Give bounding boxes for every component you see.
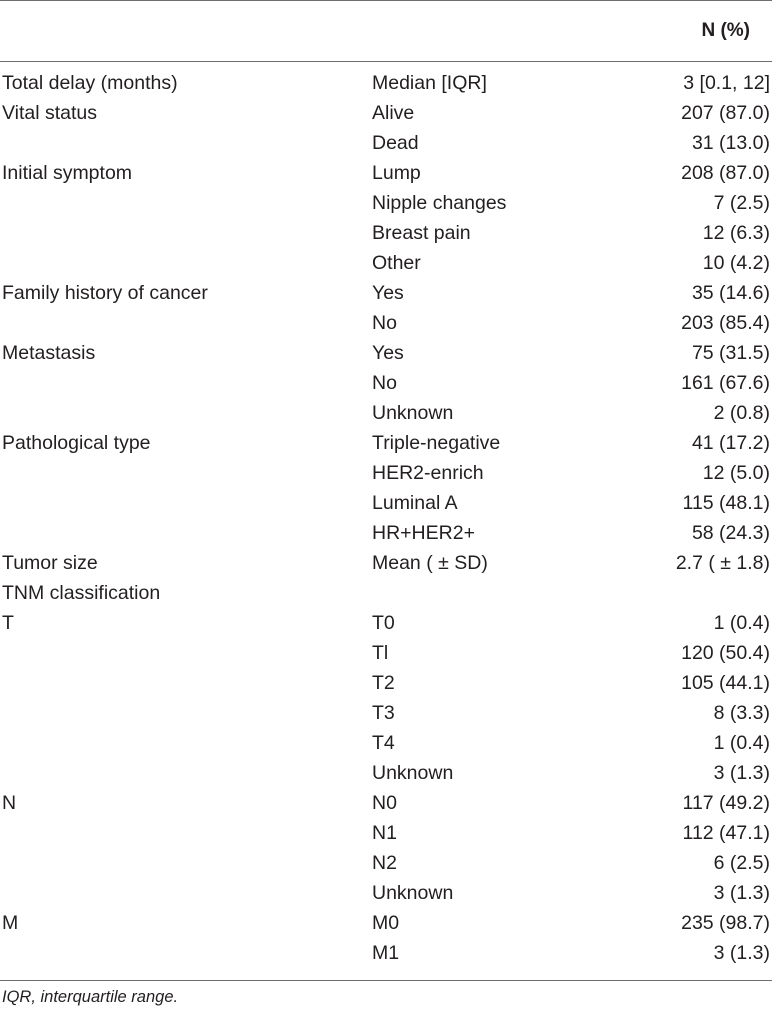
category-cell: Luminal A xyxy=(372,492,458,514)
value-cell: 112 (47.1) xyxy=(682,822,770,844)
table-row xyxy=(0,278,772,308)
table-row xyxy=(0,428,772,458)
category-cell: Dead xyxy=(372,132,419,154)
category-cell: HR+HER2+ xyxy=(372,522,475,544)
table-row xyxy=(0,308,772,338)
value-cell: 12 (5.0) xyxy=(702,462,770,484)
variable-cell: M xyxy=(2,912,19,934)
variable-cell: Initial symptom xyxy=(2,162,133,184)
category-cell: Yes xyxy=(372,282,404,304)
category-cell: No xyxy=(372,312,397,334)
category-cell: Median [IQR] xyxy=(372,72,487,94)
value-cell: 35 (14.6) xyxy=(691,282,770,304)
table-row xyxy=(0,698,772,728)
table-row xyxy=(0,248,772,278)
table-bottom-rule xyxy=(0,980,772,981)
category-cell: Mean ( ± SD) xyxy=(372,552,488,574)
value-cell: 75 (31.5) xyxy=(691,342,770,364)
table-row xyxy=(0,188,772,218)
value-cell: 3 (1.3) xyxy=(713,762,770,784)
category-cell: Lump xyxy=(372,162,421,184)
category-cell: Yes xyxy=(372,342,404,364)
value-cell: 12 (6.3) xyxy=(702,222,770,244)
table-top-rule xyxy=(0,0,772,1)
table-row xyxy=(0,218,772,248)
table-row xyxy=(0,818,772,848)
value-cell: 10 (4.2) xyxy=(702,252,770,274)
variable-cell: Vital status xyxy=(2,102,98,124)
table-row xyxy=(0,608,772,638)
value-cell: 105 (44.1) xyxy=(681,672,770,694)
table-row xyxy=(0,938,772,968)
category-cell: M1 xyxy=(372,942,400,964)
table-row xyxy=(0,848,772,878)
table-row xyxy=(0,728,772,758)
value-cell: 6 (2.5) xyxy=(713,852,770,874)
category-cell: HER2-enrich xyxy=(372,462,484,484)
table-row xyxy=(0,398,772,428)
category-cell: Unknown xyxy=(372,402,454,424)
table-row xyxy=(0,98,772,128)
category-cell: T4 xyxy=(372,732,395,754)
table-row xyxy=(0,638,772,668)
value-cell: 8 (3.3) xyxy=(713,702,770,724)
variable-cell: Metastasis xyxy=(2,342,96,364)
table-row xyxy=(0,908,772,938)
category-cell: Nipple changes xyxy=(372,192,507,214)
value-cell: 3 (1.3) xyxy=(713,942,770,964)
category-cell: Unknown xyxy=(372,882,454,904)
category-cell: No xyxy=(372,372,397,394)
table-row xyxy=(0,518,772,548)
variable-cell: N xyxy=(2,792,17,814)
table-row xyxy=(0,488,772,518)
category-cell: N2 xyxy=(372,852,397,874)
value-cell: 207 (87.0) xyxy=(681,102,770,124)
table-row xyxy=(0,458,772,488)
variable-cell: Tumor size xyxy=(2,552,98,574)
table-row xyxy=(0,158,772,188)
value-cell: 203 (85.4) xyxy=(681,312,770,334)
value-cell: 161 (67.6) xyxy=(681,372,770,394)
value-cell: 58 (24.3) xyxy=(691,522,770,544)
table-row xyxy=(0,668,772,698)
category-cell: T2 xyxy=(372,672,395,694)
column-header-n-percent: N (%) xyxy=(701,20,750,41)
value-cell: 3 [0.1, 12] xyxy=(683,72,770,94)
value-cell: 235 (98.7) xyxy=(681,912,770,934)
variable-cell: Family history of cancer xyxy=(2,282,208,304)
table-row xyxy=(0,788,772,818)
table-footnote: IQR, interquartile range. xyxy=(2,988,179,1006)
category-cell: M0 xyxy=(372,912,400,934)
value-cell: 1 (0.4) xyxy=(713,612,770,634)
category-cell: Breast pain xyxy=(372,222,471,244)
table-body xyxy=(0,68,772,968)
category-cell: T3 xyxy=(372,702,395,724)
table-row xyxy=(0,578,772,608)
category-cell: N1 xyxy=(372,822,397,844)
variable-cell: T xyxy=(2,612,14,634)
category-cell: Triple-negative xyxy=(372,432,501,454)
category-cell: T0 xyxy=(372,612,395,634)
category-cell: Other xyxy=(372,252,421,274)
table-row xyxy=(0,878,772,908)
table-row xyxy=(0,758,772,788)
category-cell: Unknown xyxy=(372,762,454,784)
table-header-rule xyxy=(0,61,772,62)
value-cell: 2.7 ( ± 1.8) xyxy=(675,552,770,574)
value-cell: 120 (50.4) xyxy=(681,642,770,664)
value-cell: 208 (87.0) xyxy=(681,162,770,184)
value-cell: 117 (49.2) xyxy=(682,792,770,814)
variable-cell: TNM classification xyxy=(2,582,161,604)
variable-cell: Total delay (months) xyxy=(2,72,178,94)
value-cell: 41 (17.2) xyxy=(691,432,770,454)
variable-cell: Pathological type xyxy=(2,432,151,454)
value-cell: 3 (1.3) xyxy=(713,882,770,904)
table-row xyxy=(0,548,772,578)
table-row xyxy=(0,68,772,98)
table-row xyxy=(0,368,772,398)
value-cell: 7 (2.5) xyxy=(713,192,770,214)
category-cell: Alive xyxy=(372,102,415,124)
value-cell: 1 (0.4) xyxy=(713,732,770,754)
category-cell: Tl xyxy=(372,642,389,664)
category-cell: N0 xyxy=(372,792,397,814)
value-cell: 31 (13.0) xyxy=(691,132,770,154)
table-row xyxy=(0,338,772,368)
value-cell: 2 (0.8) xyxy=(713,402,770,424)
table-row xyxy=(0,128,772,158)
value-cell: 115 (48.1) xyxy=(682,492,770,514)
